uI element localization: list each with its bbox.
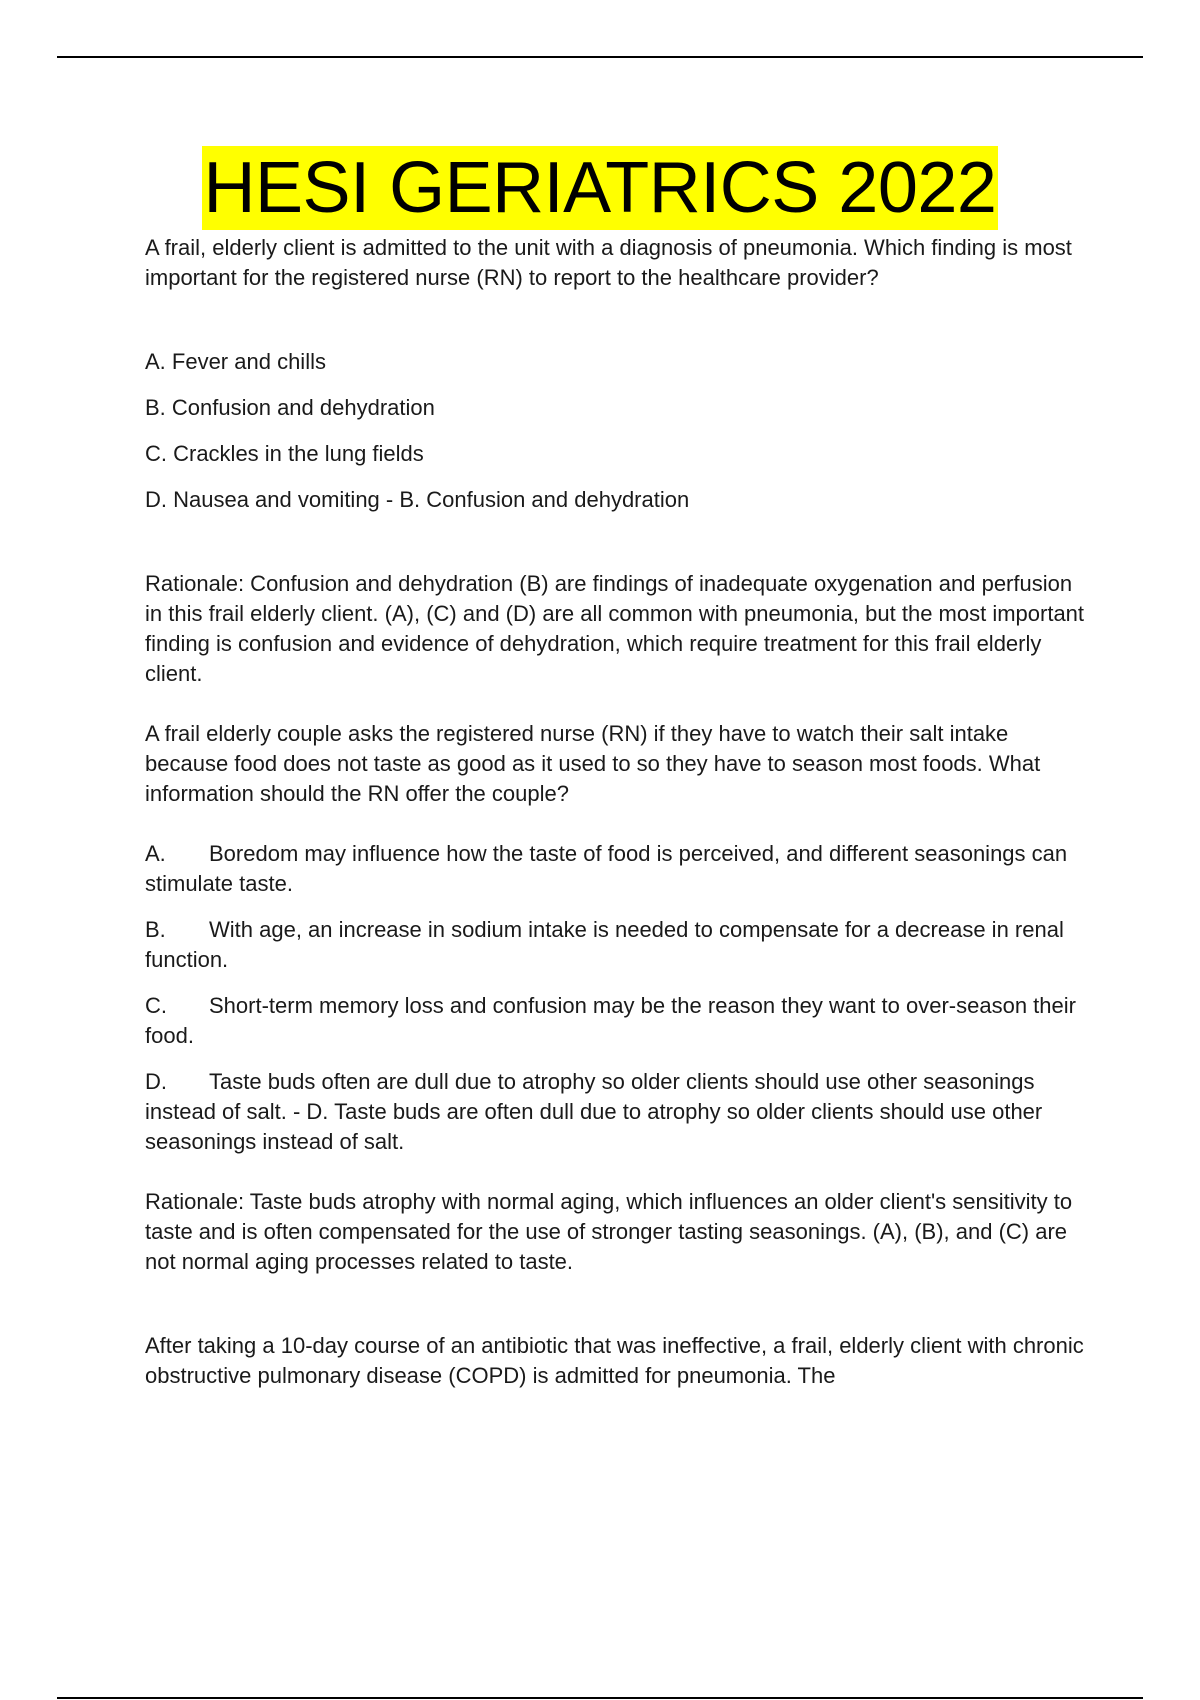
question-2-option-c: [145, 991, 1095, 1051]
option-text: With age, an increase in sodium intake is needed to compensate for a decrease in renal function.: [145, 917, 1064, 972]
option-letter: C.: [145, 993, 167, 1018]
question-2-stem: A frail elderly couple asks the registered nurse (RN) if they have to watch their salt intake because food does not taste as good as it used to so they have to season most foods. What information should the RN offer the couple?: [145, 721, 1041, 806]
question-2-option-a: [145, 839, 1095, 899]
title-container: [0, 146, 1200, 230]
question-1-option-b: B. Confusion and dehydration: [145, 395, 435, 420]
question-1-stem: A frail, elderly client is admitted to the unit with a diagnosis of pneumonia. Which finding is most important for the registered nurse (RN) to report to the healthcare provider?: [145, 235, 1072, 290]
option-text: Boredom may influence how the taste of food is perceived, and different seasonings can stimulate taste.: [145, 841, 1068, 896]
question-2-rationale: Rationale: Taste buds atrophy with normal aging, which influences an older client's sensitivity to taste and is often compensated for the use of stronger tasting seasonings. (A), (B), and (C) are not normal aging processes related to taste.: [145, 1189, 1073, 1274]
question-1-option-a: A. Fever and chills: [145, 349, 326, 374]
document-body: [145, 233, 1095, 1391]
option-text: Short-term memory loss and confusion may be the reason they want to over-season their food.: [145, 993, 1076, 1048]
question-2-option-b: [145, 915, 1095, 975]
document-title: HESI GERIATRICS 2022: [203, 148, 997, 228]
question-1-option-d: D. Nausea and vomiting - B. Confusion and dehydration: [145, 487, 690, 512]
top-rule: [57, 56, 1143, 58]
question-3-stem: After taking a 10-day course of an antibiotic that was ineffective, a frail, elderly client with chronic obstructive pulmonary disease (COPD) is admitted for pneumonia. The: [145, 1333, 1084, 1388]
question-1-rationale: Rationale: Confusion and dehydration (B) are findings of inadequate oxygenation and perfusion in this frail elderly client. (A), (C) and (D) are all common with pneumonia, but the most important finding is confusion and evidence of dehydration, which require treatment for this frail elderly client.: [145, 571, 1085, 686]
bottom-rule: [57, 1697, 1143, 1699]
option-letter: B.: [145, 917, 166, 942]
option-letter: A.: [145, 841, 166, 866]
option-letter: D.: [145, 1069, 167, 1094]
option-text: Taste buds often are dull due to atrophy so older clients should use other seasonings instead of salt. - D. Taste buds are often dull due to atrophy so older clients should use other seasonings instead of salt.: [145, 1069, 1043, 1154]
question-1-option-c: C. Crackles in the lung fields: [145, 441, 424, 466]
question-2-option-d: [145, 1067, 1095, 1157]
